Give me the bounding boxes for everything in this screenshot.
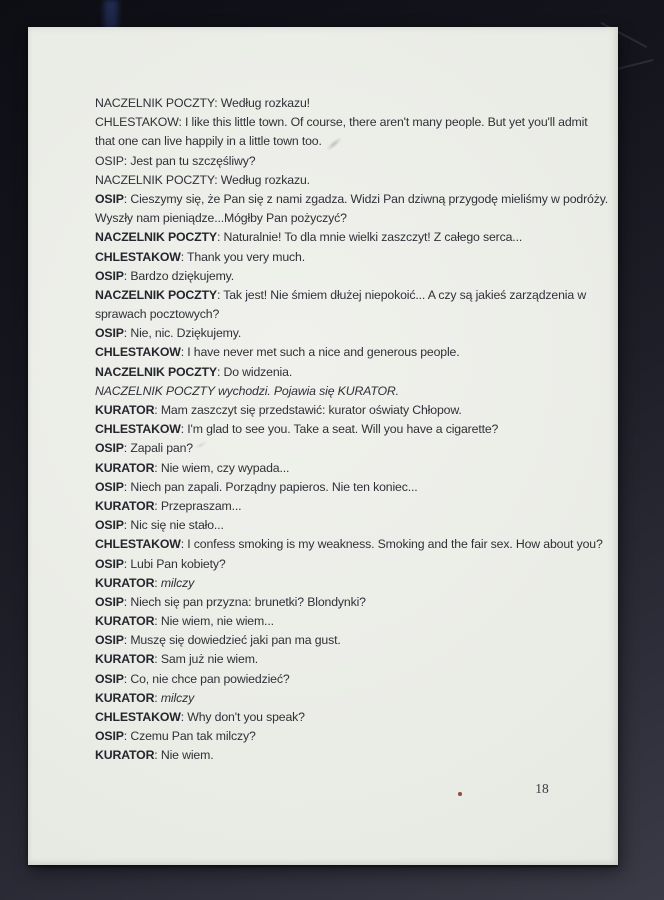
speaker-name: OSIP	[95, 633, 124, 648]
speaker-name: KURATOR	[95, 575, 155, 590]
dialogue-text: Nie wiem, czy wypada...	[160, 460, 290, 475]
speaker-name: OSIP	[95, 268, 124, 283]
red-ink-dot	[458, 792, 462, 796]
script-line	[95, 727, 570, 746]
script-line	[95, 535, 603, 554]
dialogue-text: Niech pan zapali. Porządny papieros. Nie ten koniec...	[130, 479, 418, 494]
script-line	[95, 228, 570, 247]
dialogue-text: that one can live happily in a little town too.	[95, 134, 322, 149]
dialogue-text: Nie wiem.	[160, 748, 214, 763]
dialogue-text: Bardzo dziękujemy.	[130, 268, 235, 283]
speaker-separator: :	[123, 594, 131, 609]
speaker-name: KURATOR	[95, 460, 155, 475]
script-line	[95, 689, 570, 708]
dialogue-text: Lubi Pan kobiety?	[130, 556, 226, 571]
script-line	[95, 612, 570, 631]
script-line	[95, 286, 587, 305]
dialogue-text: Nic się nie stało...	[130, 518, 224, 533]
script-line	[95, 324, 570, 343]
speaker-name: OSIP	[95, 191, 124, 206]
dialogue-text: Wyszły nam pieniądze...Mógłby Pan pożyczyć?	[95, 211, 347, 226]
speaker-name: CHLESTAKOW	[95, 115, 179, 130]
script-line	[95, 670, 570, 689]
speaker-name: OSIP	[95, 556, 124, 571]
speaker-name: NACZELNIK POCZTY	[95, 287, 217, 302]
dialogue-text: NACZELNIK POCZTY wychodzi. Pojawia się KURATOR.	[95, 383, 399, 398]
speaker-separator: :	[154, 460, 161, 475]
speaker-separator: :	[180, 345, 188, 360]
speaker-separator: :	[123, 326, 131, 341]
script-line	[95, 574, 570, 593]
dialogue-text: Czemu Pan tak milczy?	[130, 729, 256, 744]
dialogue-text: I'm glad to see you. Take a seat. Will you have a cigarette?	[187, 422, 499, 437]
script-line	[95, 343, 570, 362]
speaker-separator: :	[214, 172, 221, 187]
speaker-separator: :	[123, 556, 131, 571]
script-line	[95, 132, 570, 151]
speaker-name: KURATOR	[95, 748, 155, 763]
script-line	[95, 305, 570, 324]
script-line	[95, 478, 570, 497]
speaker-separator: :	[180, 249, 188, 264]
dialogue-text: Sam już nie wiem.	[160, 652, 259, 667]
speaker-name: KURATOR	[95, 403, 155, 417]
dialogue-text: Według rozkazu.	[220, 172, 310, 187]
dialogue-text: Niech się pan przyzna: brunetki? Blondynki?	[130, 594, 366, 609]
speaker-name: NACZELNIK POCZTY	[95, 230, 217, 245]
speaker-name: CHLESTAKOW	[95, 422, 181, 437]
dialogue-text: I have never met such a nice and generous people.	[187, 345, 460, 360]
speaker-name: OSIP	[95, 594, 124, 609]
speaker-name: OSIP	[95, 671, 124, 686]
speaker-name: OSIP	[95, 518, 124, 533]
speaker-separator: :	[123, 441, 131, 456]
dialogue-text: I like this little town. Of course, there aren't many people. But yet you'll admit	[185, 115, 588, 130]
script-line	[95, 459, 570, 478]
speaker-separator: :	[216, 230, 224, 245]
speaker-separator: :	[180, 422, 188, 437]
script-line	[95, 650, 570, 669]
dialogue-text: I confess smoking is my weakness. Smoking and the fair sex. How about you?	[187, 537, 603, 552]
speaker-separator: :	[178, 115, 186, 130]
speaker-separator: :	[123, 268, 131, 283]
speaker-separator: :	[214, 96, 221, 110]
dialogue-text: Tak jest! Nie śmiem dłużej niepokoić... A czy są jakieś zarządzenia w	[223, 287, 587, 302]
scratch-mark	[612, 59, 653, 71]
dialogue-text: Przepraszam...	[160, 498, 242, 513]
script-line	[95, 267, 570, 286]
script-line	[95, 593, 570, 612]
script-line	[95, 171, 570, 190]
dialogue-text: milczy	[160, 575, 195, 590]
script-line	[95, 746, 570, 765]
speaker-separator: :	[180, 537, 188, 552]
dialogue-text: Zapali pan?	[130, 441, 193, 456]
dialogue-text: Nie, nic. Dziękujemy.	[130, 326, 242, 341]
speaker-separator: :	[154, 748, 161, 763]
speaker-name: KURATOR	[95, 498, 155, 513]
speaker-name: OSIP	[95, 153, 124, 168]
speaker-name: CHLESTAKOW	[95, 249, 181, 264]
speaker-name: CHLESTAKOW	[95, 345, 181, 360]
speaker-name: NACZELNIK POCZTY	[95, 96, 215, 110]
script-line	[95, 113, 588, 132]
speaker-name: CHLESTAKOW	[95, 537, 181, 552]
script-line	[95, 555, 570, 574]
speaker-name: NACZELNIK POCZTY	[95, 364, 217, 379]
dialogue-text: Thank you very much.	[187, 249, 306, 264]
dialogue-text: Według rozkazu!	[220, 96, 310, 110]
speaker-separator: :	[216, 364, 224, 379]
speaker-separator: :	[123, 729, 131, 744]
speaker-name: KURATOR	[95, 614, 155, 629]
script-line	[95, 248, 570, 267]
script-line	[95, 439, 570, 458]
speaker-name: CHLESTAKOW	[95, 710, 181, 724]
speaker-separator: :	[154, 498, 161, 513]
speaker-name: OSIP	[95, 729, 124, 744]
script-line	[95, 631, 570, 650]
script-line	[95, 401, 570, 420]
dialogue-text: Muszę się dowiedzieć jaki pan ma gust.	[130, 633, 341, 648]
script-line	[95, 363, 570, 382]
speaker-separator: :	[154, 614, 161, 629]
speaker-separator: :	[154, 690, 161, 705]
speaker-separator: :	[216, 287, 224, 302]
speaker-separator: :	[123, 153, 131, 168]
page-number: 18	[535, 781, 549, 796]
speaker-name: OSIP	[95, 326, 124, 341]
speaker-separator: :	[154, 403, 161, 417]
dialogue-text: Cieszymy się, że Pan się z nami zgadza. Widzi Pan dziwną przygodę mieliśmy w podróży.	[130, 191, 609, 206]
speaker-separator: :	[123, 518, 131, 533]
speaker-separator: :	[123, 633, 131, 648]
speaker-separator: :	[123, 191, 131, 206]
speaker-name: NACZELNIK POCZTY	[95, 172, 215, 187]
script-line	[95, 382, 570, 401]
speaker-separator: :	[154, 652, 161, 667]
dialogue-text: Nie wiem, nie wiem...	[160, 614, 274, 629]
dialogue-text: Mam zaszczyt się przedstawić: kurator oświaty Chłopow.	[160, 403, 462, 417]
speaker-separator: :	[180, 710, 188, 724]
dialogue-text: milczy	[160, 690, 195, 705]
speaker-name: OSIP	[95, 479, 124, 494]
script-line	[95, 190, 609, 209]
script-line	[95, 209, 570, 228]
speaker-separator: :	[154, 575, 161, 590]
dialogue-text: Do widzenia.	[223, 364, 293, 379]
script-line	[95, 152, 570, 171]
dialogue-text: Jest pan tu szczęśliwy?	[130, 153, 256, 168]
script-line	[95, 94, 570, 113]
dialogue-text: Naturalnie! To dla mnie wielki zaszczyt! Z całego serca...	[223, 230, 523, 245]
dialogue-text: Why don't you speak?	[187, 710, 305, 724]
script-line	[95, 497, 570, 516]
document-page	[28, 27, 618, 865]
script-text-block	[95, 94, 609, 766]
dialogue-text: Co, nie chce pan powiedzieć?	[130, 671, 290, 686]
speaker-separator: :	[123, 479, 131, 494]
dialogue-text: sprawach pocztowych?	[95, 307, 220, 322]
script-line	[95, 708, 570, 727]
speaker-separator: :	[123, 671, 131, 686]
speaker-name: OSIP	[95, 441, 124, 456]
script-line	[95, 420, 570, 439]
script-line	[95, 516, 570, 535]
speaker-name: KURATOR	[95, 652, 155, 667]
speaker-name: KURATOR	[95, 690, 155, 705]
